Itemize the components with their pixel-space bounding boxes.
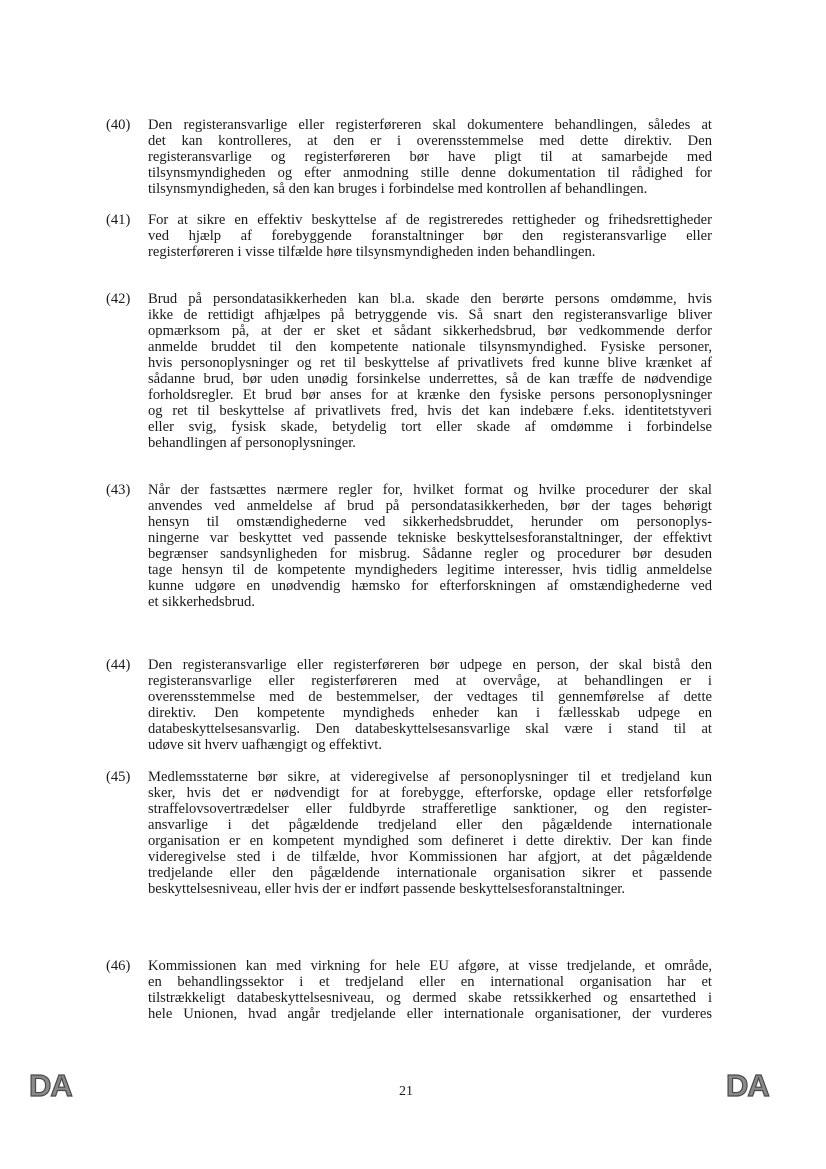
text-line: hensyn til omstændighederne ved sikkerhedsbruddet, herunder om personoplys- xyxy=(148,514,712,530)
text-line: Den registeransvarlige eller registerføreren skal dokumentere behandlingen, således at xyxy=(148,117,712,133)
text-line: et sikkerhedsbrud. xyxy=(148,594,255,610)
text-line: en behandlingssektor i et tredjeland eller en international organisation har et xyxy=(148,974,712,990)
recital-text xyxy=(148,958,712,1022)
page-number: 21 xyxy=(399,1084,413,1099)
text-line: ikke de rettidigt afhjælpes på betryggende vis. Så snart den registeransvarlige bliver xyxy=(148,307,712,323)
text-line: anvendes ved anmeldelse af brud på persondatasikkerheden, bør der tages behørigt xyxy=(148,498,712,514)
text-line: For at sikre en effektiv beskyttelse af de registreredes rettigheder og frihedsrettigheder xyxy=(148,212,712,228)
text-line: hvis personoplysninger og ret til beskyttelse af privatlivets fred kunne blive krænket af xyxy=(148,355,712,371)
text-line: eller svig, fysisk skade, betydelig tort eller skade af omdømme i forbindelse xyxy=(148,419,712,435)
text-line: tilsynsmyndigheden, så den kan bruges i forbindelse med kontrollen af behandlingen. xyxy=(148,181,648,197)
text-line: ved hjælp af forebyggende foranstaltninger bør den registeransvarlige eller xyxy=(148,228,712,244)
text-line: databeskyttelsesansvarlig. Den databeskyttelsesansvarlige skal være i stand til at xyxy=(148,721,712,737)
text-line: Medlemsstaterne bør sikre, at videregivelse af personoplysninger til et tredjeland kun xyxy=(148,769,712,785)
text-line: opmærksom på, at der er sket et sådant sikkerhedsbrud, bør vedkommende derfor xyxy=(148,323,712,339)
recital-number: (46) xyxy=(106,958,131,974)
recital-number: (41) xyxy=(106,212,131,228)
recital-text xyxy=(148,291,712,451)
text-line: forholdsregler. Et brud bør anses for at krænke den fysiske persons personoplysninger xyxy=(148,387,712,403)
text-line: sker, hvis det er nødvendigt for at forebygge, efterforske, opdage eller retsforfølge xyxy=(148,785,712,801)
text-line: videregivelse sted i de tilfælde, hvor Kommissionen har afgjort, at det pågældende xyxy=(148,849,712,865)
text-line: registeransvarlige og registerføreren bør have pligt til at samarbejde med xyxy=(148,149,712,165)
text-line: kunne udgøre en unødvendig hæmsko for efterforskningen af omstændighederne ved xyxy=(148,578,712,594)
text-line: organisation er en kompetent myndighed som defineret i dette direktiv. Der kan finde xyxy=(148,833,712,849)
text-line: udøve sit hverv uafhængigt og effektivt. xyxy=(148,737,382,753)
recital-number: (44) xyxy=(106,657,131,673)
recital-text xyxy=(148,212,712,260)
text-line: registeransvarlige eller registerføreren med at overvåge, at behandlingen er i xyxy=(148,673,712,689)
recital-number: (40) xyxy=(106,117,131,133)
recital-text xyxy=(148,117,712,197)
text-line: behandlingen af personoplysninger. xyxy=(148,435,356,451)
recital-text xyxy=(148,769,712,897)
recital-number: (42) xyxy=(106,291,131,307)
text-line: overensstemmelse med de bestemmelser, der vedtages til gennemførelse af dette xyxy=(148,689,712,705)
text-line: tage hensyn til de kompetente myndigheders legitime interesser, hvis tidlig anmeldelse xyxy=(148,562,712,578)
recital-text xyxy=(148,482,712,610)
language-logo-right: DA xyxy=(726,1068,769,1103)
text-line: Brud på persondatasikkerheden kan bl.a. skade den berørte persons omdømme, hvis xyxy=(148,291,712,307)
text-line: sådanne brud, bør uden unødig forsinkelse underrettes, så de kan træffe de nødvendige xyxy=(148,371,712,387)
recital-number: (45) xyxy=(106,769,131,785)
text-line: Når der fastsættes nærmere regler for, hvilket format og hvilke procedurer der skal xyxy=(148,482,712,498)
recital-text xyxy=(148,657,712,753)
recital-number: (43) xyxy=(106,482,131,498)
text-line: tredjelande eller den pågældende internationale organisation sikrer et passende xyxy=(148,865,712,881)
text-line: registerføreren i visse tilfælde høre tilsynsmyndigheden inden behandlingen. xyxy=(148,244,596,260)
text-line: ningerne var beskyttet ved passende tekniske beskyttelsesforanstaltninger, der effektivt xyxy=(148,530,712,546)
text-line: ansvarlige i det pågældende tredjeland eller den pågældende internationale xyxy=(148,817,712,833)
text-line: tilstrækkeligt databeskyttelsesniveau, og dermed skabe retssikkerhed og ensartethed i xyxy=(148,990,712,1006)
text-line: og ret til beskyttelse af privatlivets fred, hvis det kan indebære f.eks. identitetstyveri xyxy=(148,403,712,419)
text-line: Den registeransvarlige eller registerføreren bør udpege en person, der skal bistå den xyxy=(148,657,712,673)
text-line: begrænser sandsynligheden for misbrug. Sådanne regler og procedurer bør desuden xyxy=(148,546,712,562)
text-line: anmelde bruddet til den kompetente nationale tilsynsmyndighed. Fysiske personer, xyxy=(148,339,712,355)
text-line: hele Unionen, hvad angår tredjelande eller internationale organisationer, der vurderes xyxy=(148,1006,712,1022)
text-line: Kommissionen kan med virkning for hele EU afgøre, at visse tredjelande, et område, xyxy=(148,958,712,974)
language-logo-left: DA xyxy=(29,1068,72,1103)
text-line: tilsynsmyndigheden og efter anmodning stille denne dokumentation til rådighed for xyxy=(148,165,712,181)
text-line: straffelovsovertrædelser eller fuldbyrde strafferetlige sanktioner, og den register- xyxy=(148,801,712,817)
text-line: det kan kontrolleres, at den er i overensstemmelse med dette direktiv. Den xyxy=(148,133,712,149)
text-line: direktiv. Den kompetente myndigheds enheder kan i fællesskab udpege en xyxy=(148,705,712,721)
text-line: beskyttelsesniveau, eller hvis der er indført passende beskyttelsesforanstaltninger. xyxy=(148,881,625,897)
